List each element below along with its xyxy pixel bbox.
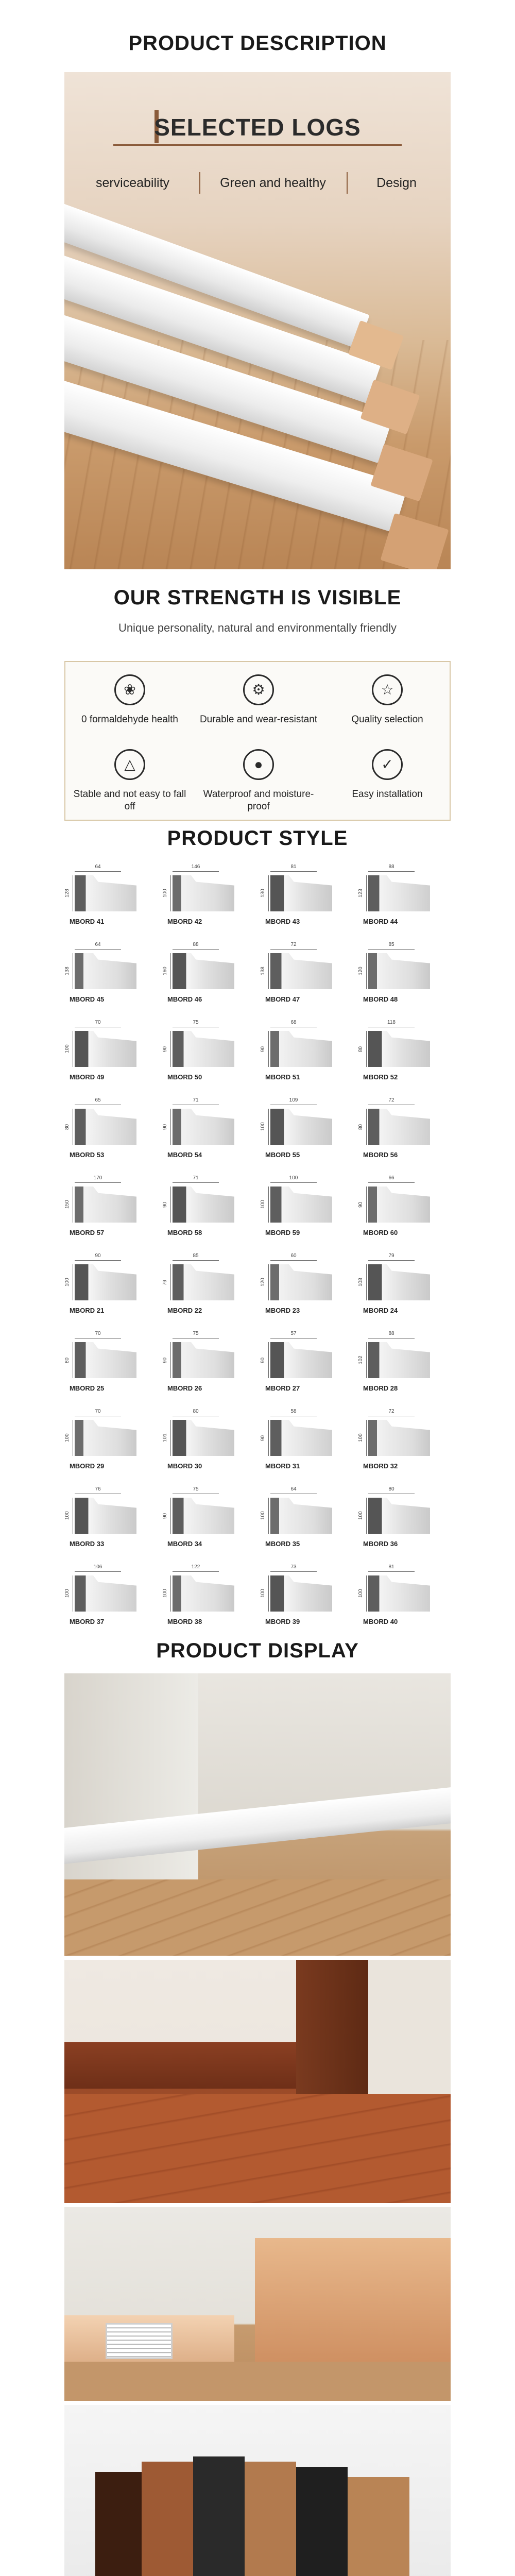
profile-width-label: 85 [388,942,394,947]
profile-image [75,875,136,911]
profile-height-label: 102 [358,1355,364,1365]
strength-item [194,742,323,819]
dimension-line [366,1031,367,1067]
strength-item [194,667,323,744]
dimension-line [270,1182,317,1183]
dimension-line [366,1187,367,1223]
profile-sample [348,2477,409,2576]
profile-code: MBORD 25 [70,1384,105,1392]
dimension-line [366,1420,367,1456]
profile-image [75,1342,136,1378]
profile-width-label: 60 [290,1253,297,1259]
profile-code: MBORD 34 [167,1540,202,1548]
dimension-line [270,871,317,872]
profile-height-label: 90 [162,1124,168,1130]
dimension-line [170,1031,171,1067]
profile-card [64,1486,167,1564]
checkmark-icon: ✓ [372,749,403,780]
strength-label: Easy installation [352,789,423,800]
profile-height-label: 128 [64,889,70,898]
profile-card [260,942,363,1019]
profile-sample [296,2467,348,2576]
profile-code: MBORD 43 [265,918,300,925]
dimension-line [270,1260,317,1261]
wood-floor [64,2362,451,2401]
profile-image [75,1498,136,1534]
profile-width-label: 122 [191,1564,200,1570]
profile-height-label: 100 [260,1122,266,1131]
profile-width-label: 73 [290,1564,297,1570]
profile-card [358,1097,461,1175]
display-photo-vent-skirting [64,2207,451,2401]
profile-image [173,1342,234,1378]
profile-code: MBORD 56 [363,1151,398,1159]
profile-sample [193,2456,245,2576]
profile-height-label: 150 [64,1200,70,1209]
profile-card [64,1331,167,1408]
profile-height-label: 100 [162,889,168,898]
strength-item [65,667,194,744]
dimension-line [268,875,269,911]
profile-card [260,1564,363,1641]
profile-card [358,1409,461,1486]
profile-width-label: 71 [193,1175,199,1181]
profile-width-label: 146 [191,864,200,870]
dimension-line [268,1342,269,1378]
strength-item [323,742,452,819]
profile-code: MBORD 45 [70,995,105,1003]
profile-card [64,942,167,1019]
profile-image [368,1342,430,1378]
profile-width-label: 80 [388,1486,394,1492]
profile-code: MBORD 30 [167,1462,202,1470]
profile-code: MBORD 40 [363,1618,398,1625]
dimension-line [170,1498,171,1534]
profile-card [162,942,265,1019]
profile-height-label: 80 [358,1046,364,1052]
profile-card [162,1175,265,1252]
dimension-line [170,875,171,911]
profile-card [64,1097,167,1175]
profile-image [270,1187,332,1223]
profile-height-label: 90 [260,1435,266,1441]
profile-image [173,1498,234,1534]
profile-image [368,1187,430,1223]
dimension-line [366,875,367,911]
profile-code: MBORD 24 [363,1307,398,1314]
profile-code: MBORD 55 [265,1151,300,1159]
dimension-line [366,1498,367,1534]
profile-image [173,875,234,911]
feature-row [64,170,451,196]
profile-height-label: 123 [358,889,364,898]
profile-width-label: 75 [193,1331,199,1336]
dimension-line [368,871,415,872]
profile-code: MBORD 31 [265,1462,300,1470]
strength-panel [64,661,451,821]
profile-image [368,875,430,911]
strength-item [323,667,452,744]
profile-code: MBORD 57 [70,1229,105,1236]
profile-code: MBORD 50 [167,1073,202,1081]
profile-code: MBORD 29 [70,1462,105,1470]
profile-card [358,1486,461,1564]
profile-image [270,1498,332,1534]
profile-image [270,1575,332,1612]
profile-width-label: 68 [290,1020,297,1025]
dimension-line [368,1182,415,1183]
profile-height-label: 80 [64,1124,70,1130]
dimension-line [368,949,415,950]
profile-width-label: 71 [193,1097,199,1103]
hero-title: SELECTED LOGS [154,114,361,141]
feature-divider [199,172,200,194]
profile-code: MBORD 42 [167,918,202,925]
profile-width-label: 70 [95,1409,101,1414]
profile-height-label: 100 [64,1278,70,1287]
profile-height-label: 120 [260,1278,266,1287]
profile-card [64,1564,167,1641]
profile-height-label: 100 [64,1589,70,1598]
strength-title: OUR STRENGTH IS VISIBLE [113,586,402,609]
dimension-line [75,1260,121,1261]
profile-card [64,1253,167,1330]
hero-image-selected-logs [64,72,451,569]
profile-width-label: 64 [290,1486,297,1492]
profile-width-label: 64 [95,864,101,870]
gear-icon: ⚙ [243,674,274,705]
profile-height-label: 90 [162,1201,168,1208]
profile-code: MBORD 22 [167,1307,202,1314]
profile-image [270,953,332,989]
pyramid-icon: △ [114,749,145,780]
dimension-line [75,871,121,872]
profile-width-label: 81 [290,864,297,870]
profile-width-label: 72 [290,942,297,947]
floor-vent [106,2323,173,2359]
dimension-line [268,1420,269,1456]
dimension-line [75,1571,121,1572]
profile-image [368,953,430,989]
profile-card [260,1175,363,1252]
profile-card [260,1253,363,1330]
profile-width-label: 76 [95,1486,101,1492]
dimension-line [170,1575,171,1612]
profile-height-label: 100 [260,1589,266,1598]
profile-height-label: 160 [162,967,168,976]
profile-code: MBORD 46 [167,995,202,1003]
leaf-icon: ❀ [114,674,145,705]
description-title: PRODUCT DESCRIPTION [128,32,387,55]
profile-image [270,1342,332,1378]
profile-card [260,1486,363,1564]
strength-label: Stable and not easy to fall off [73,789,186,812]
profile-code: MBORD 53 [70,1151,105,1159]
profile-height-label: 101 [162,1433,168,1443]
profile-width-label: 75 [193,1020,199,1025]
profile-height-label: 90 [162,1513,168,1519]
profile-card [358,1253,461,1330]
profile-width-label: 88 [388,1331,394,1336]
profile-image [270,1264,332,1300]
profile-card [162,1253,265,1330]
dimension-line [366,953,367,989]
display-photo-white-skirting [64,1673,451,1956]
profile-sample [142,2462,193,2576]
dimension-line [75,1182,121,1183]
dimension-line [270,949,317,950]
dimension-line [268,1575,269,1612]
profile-sample [245,2462,296,2576]
display-photo-profile-samples [64,2405,451,2576]
profile-code: MBORD 58 [167,1229,202,1236]
skirting-board [64,2042,301,2089]
profile-height-label: 120 [358,967,364,976]
profile-sample [95,2472,142,2576]
profile-card [358,942,461,1019]
feature-design: Design [376,176,417,190]
profile-code: MBORD 32 [363,1462,398,1470]
dimension-line [366,1342,367,1378]
profile-code: MBORD 51 [265,1073,300,1081]
profile-width-label: 88 [193,942,199,947]
profile-height-label: 90 [260,1046,266,1052]
profile-card [64,1175,167,1252]
profile-image [368,1264,430,1300]
profile-image [173,953,234,989]
style-title: PRODUCT STYLE [167,827,348,850]
dimension-line [173,1182,219,1183]
dimension-line [268,953,269,989]
profile-image [75,1031,136,1067]
profile-width-label: 90 [95,1253,101,1259]
profile-card [64,864,167,941]
profile-height-label: 100 [64,1511,70,1520]
profile-image [75,953,136,989]
dimension-line [173,949,219,950]
profile-height-label: 90 [162,1357,168,1363]
profile-width-label: 118 [387,1020,396,1025]
profile-image [75,1187,136,1223]
profile-height-label: 130 [260,889,266,898]
profile-code: MBORD 33 [70,1540,105,1548]
profile-image [270,1031,332,1067]
dimension-line [368,1571,415,1572]
profile-grid [0,858,515,1641]
profile-card [162,1097,265,1175]
profile-card [260,864,363,941]
dimension-line [268,1187,269,1223]
profile-code: MBORD 26 [167,1384,202,1392]
profile-width-label: 81 [388,1564,394,1570]
profile-card [162,1331,265,1408]
profile-card [358,864,461,941]
profile-height-label: 100 [64,1044,70,1054]
profile-image [270,1420,332,1456]
profile-width-label: 106 [93,1564,102,1570]
dimension-line [268,1109,269,1145]
profile-code: MBORD 21 [70,1307,105,1314]
dimension-line [268,1264,269,1300]
profile-card [64,1409,167,1486]
profile-height-label: 100 [358,1433,364,1443]
profile-width-label: 72 [388,1409,394,1414]
dimension-line [268,1031,269,1067]
profile-card [260,1097,363,1175]
profile-image [368,1420,430,1456]
profile-code: MBORD 48 [363,995,398,1003]
wood-floor [64,1879,451,1956]
profile-image [368,1031,430,1067]
dimension-line [270,1571,317,1572]
dimension-line [170,953,171,989]
profile-height-label: 80 [64,1357,70,1363]
profile-image [368,1575,430,1612]
strength-subtitle: Unique personality, natural and environmentally friendly [118,621,397,634]
profile-width-label: 100 [289,1175,298,1181]
profile-card [162,1409,265,1486]
strength-label: Durable and wear-resistant [199,714,318,725]
water-drop-icon: ● [243,749,274,780]
profile-height-label: 80 [358,1124,364,1130]
profile-code: MBORD 59 [265,1229,300,1236]
profile-image [173,1264,234,1300]
dimension-line [366,1575,367,1612]
profile-height-label: 138 [260,967,266,976]
profile-card [358,1331,461,1408]
profile-card [358,1175,461,1252]
profile-width-label: 75 [193,1486,199,1492]
profile-width-label: 58 [290,1409,297,1414]
profile-height-label: 138 [64,967,70,976]
profile-width-label: 72 [388,1097,394,1103]
profile-height-label: 90 [358,1201,364,1208]
profile-image [368,1109,430,1145]
profile-card [358,1020,461,1097]
profile-code: MBORD 23 [265,1307,300,1314]
profile-code: MBORD 60 [363,1229,398,1236]
profile-code: MBORD 39 [265,1618,300,1625]
profile-code: MBORD 49 [70,1073,105,1081]
profile-card [358,1564,461,1641]
profile-code: MBORD 27 [265,1384,300,1392]
profile-card [64,1020,167,1097]
profile-height-label: 100 [64,1433,70,1443]
strength-label: 0 formaldehyde health [81,714,178,725]
profile-width-label: 64 [95,942,101,947]
profile-card [162,1020,265,1097]
profile-height-label: 100 [358,1589,364,1598]
wood-floor [64,2094,451,2203]
strength-label: Waterproof and moisture-proof [203,789,314,812]
profile-card [260,1331,363,1408]
profile-code: MBORD 44 [363,918,398,925]
profile-code: MBORD 38 [167,1618,202,1625]
feature-divider [347,172,348,194]
profile-width-label: 79 [388,1253,394,1259]
dimension-line [268,1498,269,1534]
profile-code: MBORD 52 [363,1073,398,1081]
profile-width-label: 70 [95,1331,101,1336]
profile-width-label: 57 [290,1331,297,1336]
profile-card [162,864,265,941]
profile-image [75,1420,136,1456]
profile-height-label: 100 [162,1589,168,1598]
dimension-line [170,1420,171,1456]
profile-image [173,1109,234,1145]
dimension-line [173,1571,219,1572]
strength-item [65,742,194,819]
profile-width-label: 109 [289,1097,298,1103]
profile-height-label: 100 [260,1200,266,1209]
profile-width-label: 65 [95,1097,101,1103]
profile-code: MBORD 47 [265,995,300,1003]
profile-image [75,1575,136,1612]
dimension-line [173,871,219,872]
profile-image [270,1109,332,1145]
profile-image [173,1187,234,1223]
feature-serviceability: serviceability [95,176,170,190]
profile-height-label: 100 [260,1511,266,1520]
feature-green-healthy: Green and healthy [220,176,326,190]
strength-label: Quality selection [351,714,423,725]
profile-width-label: 70 [95,1020,101,1025]
dimension-line [366,1264,367,1300]
dimension-line [366,1109,367,1145]
profile-image [173,1031,234,1067]
profile-image [173,1420,234,1456]
profile-code: MBORD 28 [363,1384,398,1392]
profile-width-label: 66 [388,1175,394,1181]
display-photo-dark-skirting [64,1960,451,2203]
profile-code: MBORD 54 [167,1151,202,1159]
profile-height-label: 108 [358,1278,364,1287]
profile-image [75,1109,136,1145]
dimension-line [170,1342,171,1378]
profile-width-label: 85 [193,1253,199,1259]
thumbs-up-icon: ☆ [372,674,403,705]
dimension-line [173,1260,219,1261]
dimension-line [170,1264,171,1300]
profile-width-label: 80 [193,1409,199,1414]
profile-height-label: 90 [162,1046,168,1052]
profile-height-label: 79 [162,1279,168,1285]
profile-card [162,1564,265,1641]
profile-image [75,1264,136,1300]
skirting-sample [255,2238,451,2362]
dimension-line [170,1109,171,1145]
dimension-line [75,949,121,950]
profile-code: MBORD 36 [363,1540,398,1548]
profile-code: MBORD 37 [70,1618,105,1625]
profile-width-label: 170 [93,1175,102,1181]
profile-height-label: 100 [358,1511,364,1520]
profile-code: MBORD 41 [70,918,105,925]
profile-image [368,1498,430,1534]
dimension-line [368,1260,415,1261]
display-title: PRODUCT DISPLAY [156,1639,359,1662]
profile-card [260,1409,363,1486]
dimension-line [170,1187,171,1223]
profile-height-label: 90 [260,1357,266,1363]
profile-card [260,1020,363,1097]
profile-width-label: 88 [388,864,394,870]
profile-image [270,875,332,911]
profile-image [173,1575,234,1612]
profile-code: MBORD 35 [265,1540,300,1548]
profile-card [162,1486,265,1564]
